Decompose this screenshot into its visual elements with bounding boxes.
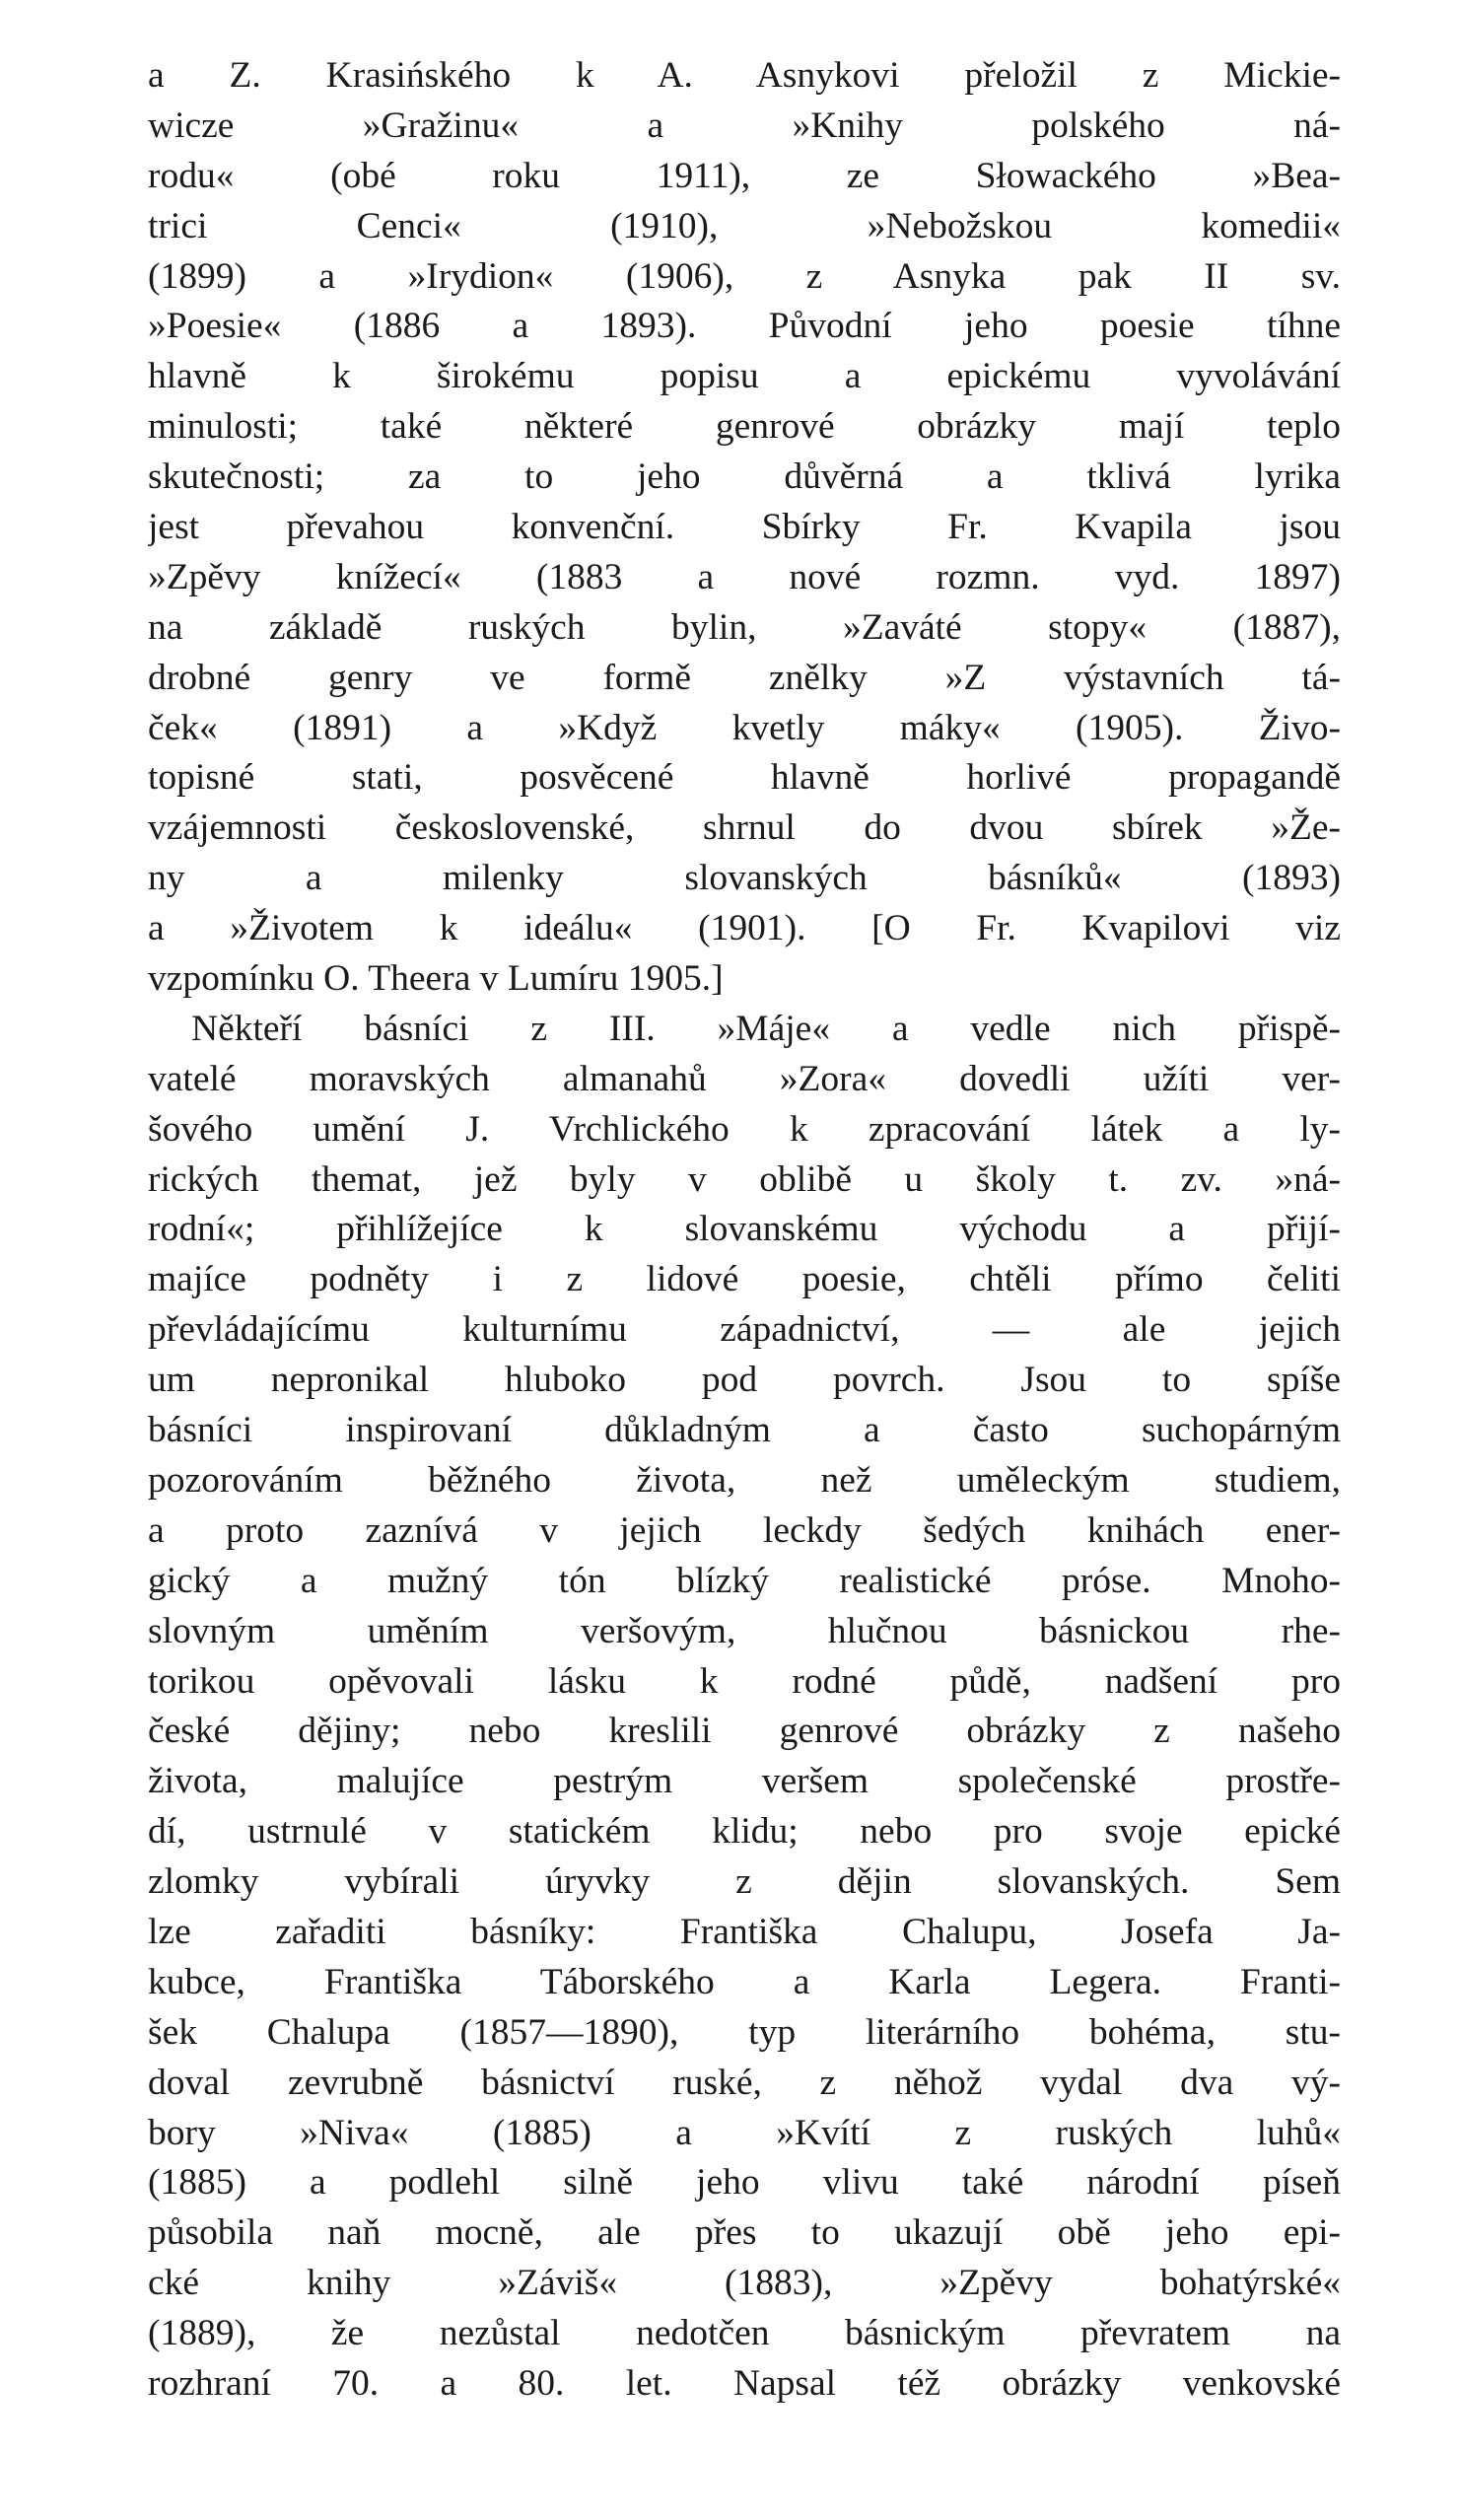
text-line: vatelé moravských almanahů »Zora« dovedli užíti ver- [148,1058,1341,1099]
text-line: ny a milenky slovanských básníků« (1893) [148,858,1341,899]
text-line: ček« (1891) a »Když kvetly máky« (1905). Živo- [148,707,1341,748]
text-line: dí, ustrnulé v statickém klidu; nebo pro svoje epické [148,1811,1341,1853]
text-line: drobné genry ve formě znělky »Z výstavních tá- [148,657,1341,698]
text-line: rodní«; přihlížejíce k slovanskému východu a přijí- [148,1209,1341,1250]
text-line: torikou opěvovali lásku k rodné půdě, nadšení pro [148,1660,1341,1702]
text-line: doval zevrubně básnictví ruské, z něhož vydal dva vý- [148,2062,1341,2103]
text-line: minulosti; také některé genrové obrázky mají teplo [148,406,1341,448]
text-line: bory »Niva« (1885) a »Kvítí z ruských luhů« [148,2112,1341,2153]
text-line: »Zpěvy knížecí« (1883 a nové rozmn. vyd. 1897) [148,556,1341,597]
text-line: rických themat, jež byly v oblibě u školy t. zv. »ná- [148,1158,1341,1200]
text-line: života, malujíce pestrým veršem společenské prostře- [148,1761,1341,1802]
text-line: wicze »Gražinu« a »Knihy polského ná- [148,105,1341,146]
text-line: cké knihy »Záviš« (1883), »Zpěvy bohatýrské« [148,2263,1341,2304]
text-line: a »Životem k ideálu« (1901). [O Fr. Kvapilovi viz [148,908,1341,949]
text-line: šového umění J. Vrchlického k zpracování látek a ly- [148,1108,1341,1150]
text-line: um nepronikal hluboko pod povrch. Jsou to spíše [148,1360,1341,1401]
paragraph-start-line: Někteří básníci z III. »Máje« a vedle nich přispě- [191,1008,1341,1049]
text-line: české dějiny; nebo kreslili genrové obrázky z našeho [148,1711,1341,1752]
text-line: rozhraní 70. a 80. let. Napsal též obrázky venkovské [148,2362,1341,2404]
text-line: na základě ruských bylin, »Zaváté stopy« (1887), [148,606,1341,648]
page-text-block [148,51,1341,2410]
text-line: majíce podněty i z lidové poesie, chtěli přímo čeliti [148,1259,1341,1300]
text-line: převládajícímu kulturnímu západnictví, — ale jejich [148,1309,1341,1351]
text-line: lze zařaditi básníky: Františka Chalupu, Josefa Ja- [148,1911,1341,1952]
text-line: »Poesie« (1886 a 1893). Původní jeho poesie tíhne [148,306,1341,347]
text-line: a Z. Krasińského k A. Asnykovi přeložil z Mickie- [148,55,1341,96]
text-line: (1889), že nezůstal nedotčen básnickým převratem na [148,2313,1341,2354]
text-line: šek Chalupa (1857—1890), typ literárního bohéma, stu- [148,2011,1341,2053]
text-line: hlavně k širokému popisu a epickému vyvolávání [148,356,1341,397]
text-line: rodu« (obé roku 1911), ze Słowackého »Bea- [148,155,1341,196]
text-line: kubce, Františka Táborského a Karla Legera. Franti- [148,1961,1341,2002]
text-line: gický a mužný tón blízký realistické próse. Mnoho- [148,1560,1341,1601]
text-line: působila naň mocně, ale přes to ukazují obě jeho epi- [148,2212,1341,2254]
text-line: vzpomínku O. Theera v Lumíru 1905.] [148,958,724,1000]
text-line: vzájemnosti československé, shrnul do dvou sbírek »Že- [148,807,1341,849]
text-line: slovným uměním veršovým, hlučnou básnickou rhe- [148,1610,1341,1651]
text-line: zlomky vybírali úryvky z dějin slovanských. Sem [148,1861,1341,1903]
text-line: (1885) a podlehl silně jeho vlivu také národní píseň [148,2162,1341,2204]
text-line: pozorováním běžného života, než uměleckým studiem, [148,1459,1341,1501]
text-line: jest převahou konvenční. Sbírky Fr. Kvapila jsou [148,507,1341,548]
text-line: a proto zaznívá v jejich leckdy šedých knihách ener- [148,1509,1341,1551]
text-line: topisné stati, posvěcené hlavně horlivé propagandě [148,757,1341,799]
text-line: skutečnosti; za to jeho důvěrná a tklivá lyrika [148,456,1341,498]
text-line: básníci inspirovaní důkladným a často suchopárným [148,1410,1341,1451]
text-line: trici Cenci« (1910), »Nebožskou komedii« [148,205,1341,246]
text-line: (1899) a »Irydion« (1906), z Asnyka pak II sv. [148,255,1341,297]
